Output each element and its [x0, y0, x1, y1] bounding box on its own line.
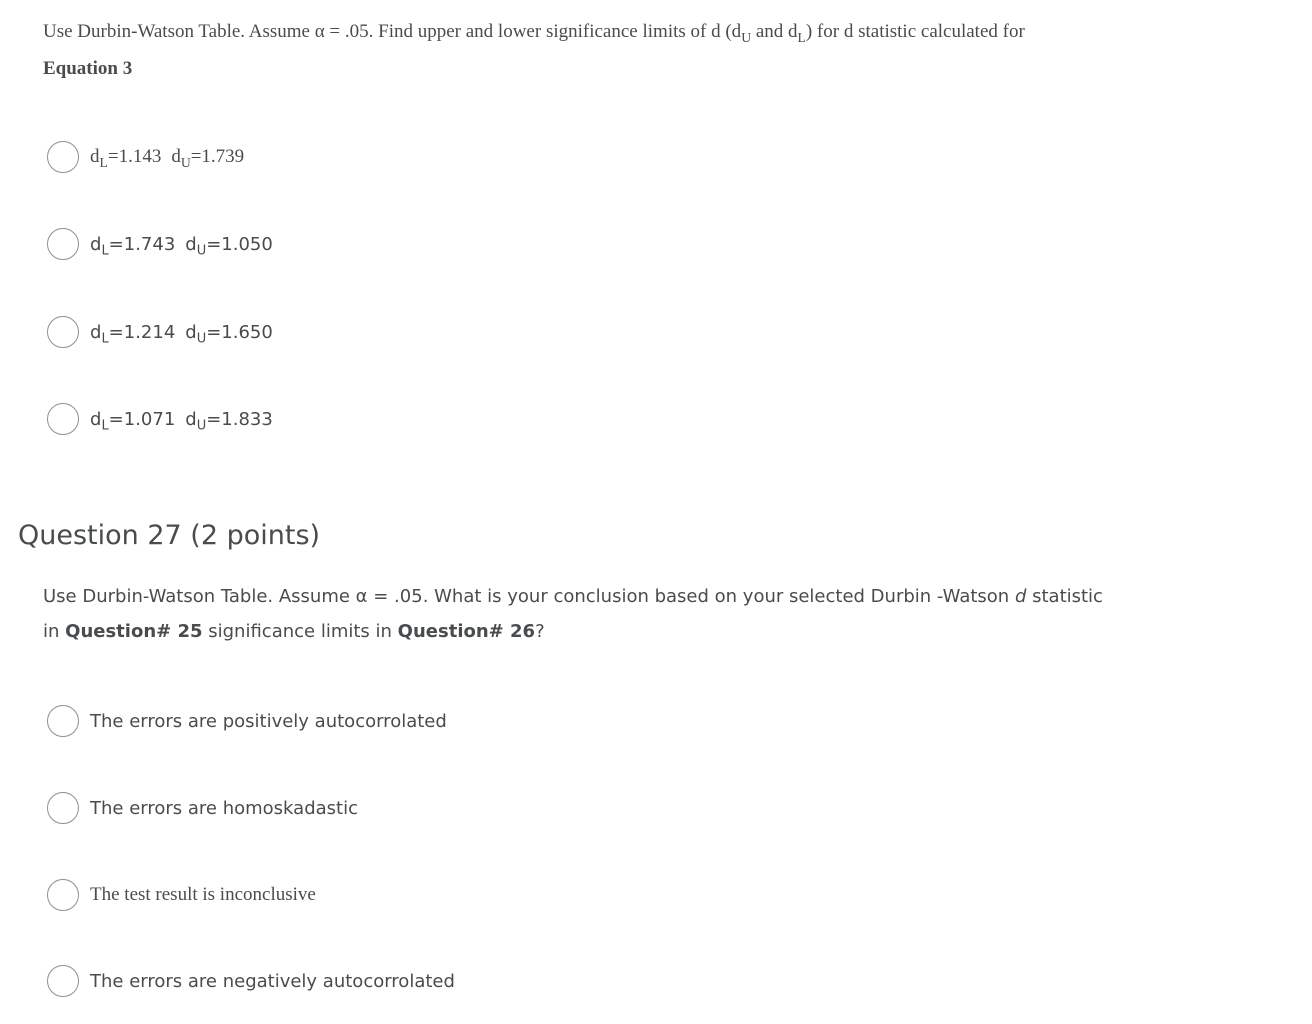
- question-27-points: (2 points): [190, 520, 321, 551]
- q26-option-2[interactable]: [47, 226, 273, 262]
- question-27-prompt-line-2: in Question# 25 significance limits in Question# 26?: [43, 621, 545, 642]
- radio-button[interactable]: [47, 316, 79, 348]
- question-27-prompt-line-1: Use Durbin-Watson Table. Assume α = .05. What is your conclusion based on your selected Durbin -Watson d statistic: [43, 586, 1103, 607]
- question-27-heading: [18, 520, 320, 551]
- q26-option-4[interactable]: [47, 401, 273, 437]
- q26-option-3-label: $d_L=1.214$ $d_U=1.650$: [90, 321, 273, 347]
- q27-option-3[interactable]: [47, 877, 316, 913]
- q27-option-3-label: The test result is inconclusive: [90, 884, 316, 905]
- radio-button[interactable]: [47, 792, 79, 824]
- q27-option-2[interactable]: [47, 790, 358, 826]
- radio-button[interactable]: [47, 141, 79, 173]
- radio-button[interactable]: [47, 228, 79, 260]
- q27-option-4[interactable]: [47, 963, 455, 999]
- radio-button[interactable]: [47, 705, 79, 737]
- q26-option-1[interactable]: [47, 139, 244, 175]
- q27-option-4-label: The errors are negatively autocorrolated: [90, 970, 455, 992]
- question-26-equation-label: Equation 3: [43, 58, 133, 79]
- q26-option-4-label: $d_L=1.071$ $d_U=1.833$: [90, 408, 273, 434]
- radio-button[interactable]: [47, 403, 79, 435]
- radio-button[interactable]: [47, 879, 79, 911]
- q27-option-1[interactable]: [47, 703, 447, 739]
- question-26-prompt: Use Durbin-Watson Table. Assume α = .05. Find upper and lower significance limits of d ($d_U$ and $d_L$) for d statistic calculated for: [43, 21, 1025, 45]
- q27-option-1-label: The errors are positively autocorrolated: [90, 710, 447, 732]
- q27-option-2-label: The errors are homoskadastic: [90, 797, 358, 819]
- question-27-title: Question 27: [18, 520, 182, 551]
- q26-option-2-label: $d_L=1.743$ $d_U=1.050$: [90, 233, 273, 259]
- q26-option-3[interactable]: [47, 314, 273, 350]
- radio-button[interactable]: [47, 965, 79, 997]
- q26-option-1-label: $d_L=1.143$ $d_U=1.739$: [90, 146, 245, 170]
